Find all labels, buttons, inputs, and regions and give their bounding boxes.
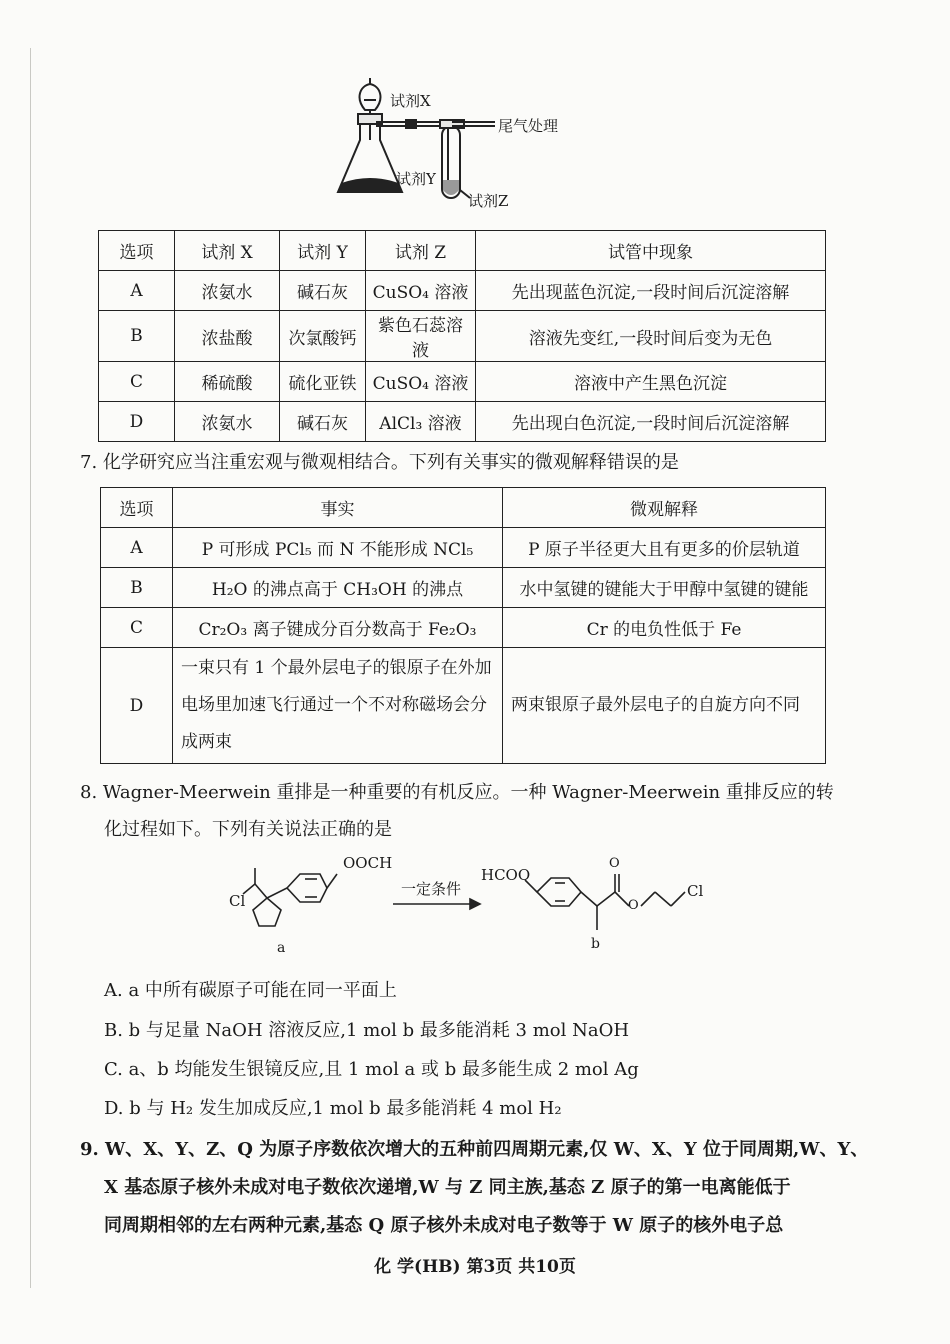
- table-cell: Cr 的电负性低于 Fe: [503, 608, 826, 648]
- apparatus-diagram: [330, 70, 590, 220]
- header-cell: 微观解释: [503, 488, 826, 528]
- table-row: [101, 568, 826, 608]
- table-cell: 碱石灰: [280, 402, 366, 442]
- reagent-table: [98, 230, 826, 442]
- option-a: A. a 中所有碳原子可能在同一平面上: [104, 980, 397, 1001]
- table-cell: Cr₂O₃ 离子键成分百分数高于 Fe₂O₃: [173, 608, 503, 648]
- label-a-ester: OOCH: [343, 854, 393, 872]
- page-footer: 化 学(HB) 第3页 共10页: [374, 1257, 576, 1277]
- label-tail-gas: 尾气处理: [498, 117, 559, 135]
- table-cell: 硫化亚铁: [280, 362, 366, 402]
- table-cell: 紫色石蕊溶液: [366, 311, 476, 362]
- option-b: B. b 与足量 NaOH 溶液反应,1 mol b 最多能消耗 3 mol NaOH: [104, 1020, 630, 1041]
- header-cell: 试剂 X: [175, 231, 280, 271]
- header-cell: 选项: [101, 488, 173, 528]
- question-8-stem-line2: 化过程如下。下列有关说法正确的是: [104, 819, 392, 840]
- table-cell: 水中氢键的键能大于甲醇中氢键的键能: [503, 568, 826, 608]
- table-cell: B: [99, 311, 175, 362]
- reaction-condition: 一定条件: [401, 880, 462, 898]
- option-c: C. a、b 均能发生银镜反应,且 1 mol a 或 b 最多能生成 2 mol Ag: [104, 1059, 639, 1080]
- table-header-row: [99, 231, 826, 271]
- table-row: [101, 608, 826, 648]
- table-cell: 浓盐酸: [175, 311, 280, 362]
- table-cell: 两束银原子最外层电子的自旋方向不同: [503, 648, 826, 764]
- question-9-line2: X 基态原子核外未成对电子数依次递增,W 与 Z 同主族,基态 Z 原子的第一电离能低于: [104, 1177, 791, 1198]
- table-cell: D: [101, 648, 173, 764]
- table-cell: B: [101, 568, 173, 608]
- table-cell: C: [99, 362, 175, 402]
- header-cell: 选项: [99, 231, 175, 271]
- label-b-carbonyl-o: O: [609, 856, 620, 871]
- table-cell: 溶液中产生黑色沉淀: [476, 362, 826, 402]
- apparatus-drawing: [330, 70, 590, 220]
- table-cell: 浓氨水: [175, 271, 280, 311]
- reaction-drawing: [225, 848, 725, 966]
- table-cell: A: [99, 271, 175, 311]
- table-cell: 次氯酸钙: [280, 311, 366, 362]
- microscopic-explanation-table: [100, 487, 826, 764]
- table-cell: 稀硫酸: [175, 362, 280, 402]
- label-b-cl: Cl: [687, 882, 704, 900]
- label-reagent-x: 试剂X: [390, 92, 431, 110]
- header-cell: 试剂 Z: [366, 231, 476, 271]
- table-row: [101, 528, 826, 568]
- reaction-scheme: [225, 848, 725, 966]
- table-cell: CuSO₄ 溶液: [366, 362, 476, 402]
- table-cell: H₂O 的沸点高于 CH₃OH 的沸点: [173, 568, 503, 608]
- table-header-row: [101, 488, 826, 528]
- label-b: b: [591, 936, 600, 952]
- label-reagent-y: 试剂Y: [396, 170, 436, 188]
- table-row: [101, 648, 826, 764]
- page-edge-line: [30, 48, 31, 1288]
- table-cell: 碱石灰: [280, 271, 366, 311]
- label-b-ether-o: O: [628, 898, 639, 913]
- header-cell: 事实: [173, 488, 503, 528]
- table-cell: A: [101, 528, 173, 568]
- table-cell: P 原子半径更大且有更多的价层轨道: [503, 528, 826, 568]
- label-a: a: [277, 940, 286, 956]
- table-cell: P 可形成 PCl₅ 而 N 不能形成 NCl₅: [173, 528, 503, 568]
- table-row: [99, 271, 826, 311]
- table-cell: 先出现蓝色沉淀,一段时间后沉淀溶解: [476, 271, 826, 311]
- header-cell: 试剂 Y: [280, 231, 366, 271]
- question-9-line3: 同周期相邻的左右两种元素,基态 Q 原子核外未成对电子数等于 W 原子的核外电子总: [104, 1215, 784, 1236]
- table-cell: AlCl₃ 溶液: [366, 402, 476, 442]
- question-9-line1: 9. W、X、Y、Z、Q 为原子序数依次增大的五种前四周期元素,仅 W、X、Y 位于同周期,W、Y、: [80, 1139, 869, 1160]
- table-cell: 先出现白色沉淀,一段时间后沉淀溶解: [476, 402, 826, 442]
- table-row: [99, 362, 826, 402]
- label-a-cl: Cl: [229, 892, 246, 910]
- header-cell: 试管中现象: [476, 231, 826, 271]
- question-7-stem: 7. 化学研究应当注重宏观与微观相结合。下列有关事实的微观解释错误的是: [80, 452, 679, 473]
- table-row: [99, 311, 826, 362]
- table-cell: C: [101, 608, 173, 648]
- question-8-stem-line1: 8. Wagner-Meerwein 重排是一种重要的有机反应。一种 Wagner-Meerwein 重排反应的转: [80, 782, 834, 803]
- table-cell: 溶液先变红,一段时间后变为无色: [476, 311, 826, 362]
- option-d: D. b 与 H₂ 发生加成反应,1 mol b 最多能消耗 4 mol H₂: [104, 1098, 562, 1119]
- table-cell: D: [99, 402, 175, 442]
- table-row: [99, 402, 826, 442]
- label-reagent-z: 试剂Z: [468, 192, 509, 210]
- table-cell: 一束只有 1 个最外层电子的银原子在外加电场里加速飞行通过一个不对称磁场会分成两束: [173, 648, 503, 764]
- table-cell: CuSO₄ 溶液: [366, 271, 476, 311]
- label-b-ester: HCOO: [481, 866, 531, 884]
- table-cell: 浓氨水: [175, 402, 280, 442]
